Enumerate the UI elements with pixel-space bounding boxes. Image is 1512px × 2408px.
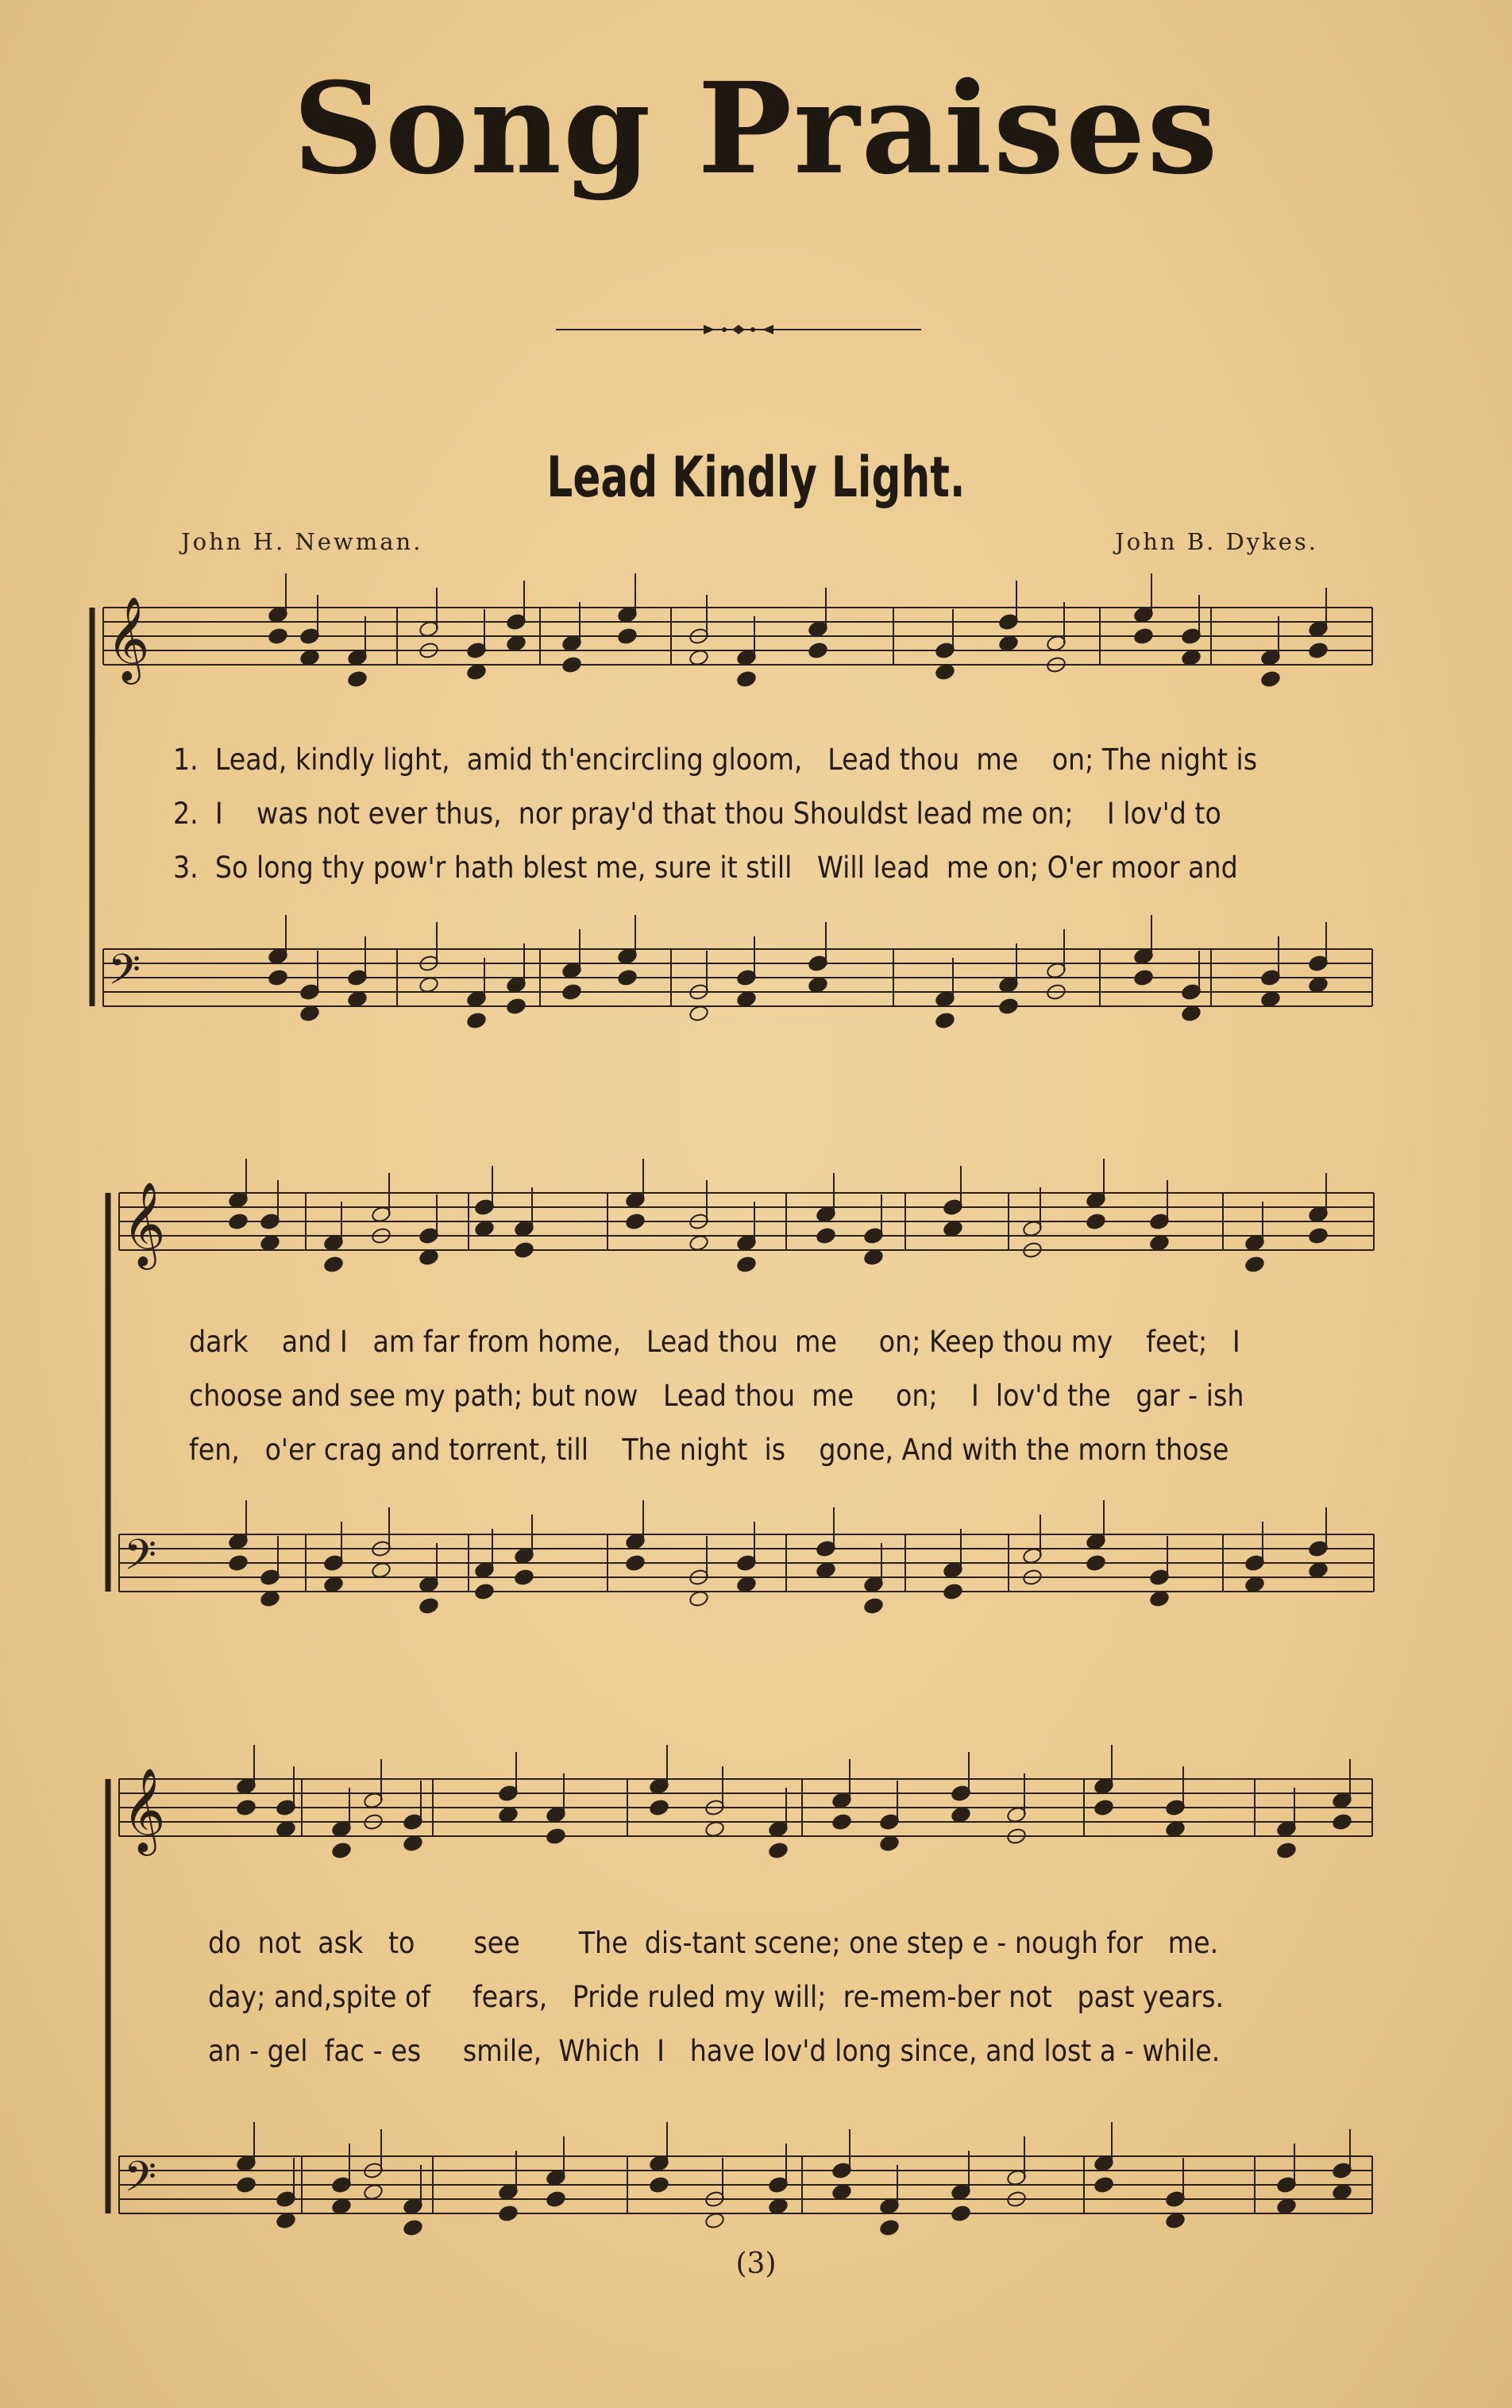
bass-note [561,983,582,1001]
bass-note [418,1597,439,1615]
bass-note [371,1561,392,1580]
treble-note [418,1248,439,1267]
treble-note [736,670,757,689]
treble-note [1149,1234,1170,1252]
treble-note [943,1220,963,1238]
treble-note [236,1799,256,1817]
bass-note [506,998,526,1016]
treble-note [299,649,320,667]
bass-note [418,976,439,994]
treble-note [466,663,487,681]
bass-note [236,2176,256,2194]
treble-note [514,1241,534,1260]
treble-note [403,1835,423,1853]
bass-note [1094,2176,1114,2194]
lyric-line: choose and see my path; but now Lead thou me on; I lov'd the gar - ish [189,1379,1244,1413]
bass-note [1276,2198,1297,2216]
bass-clef-icon: 𝄢 [124,1531,157,1590]
treble-note [1181,649,1202,667]
bass-note [1260,990,1281,1009]
bass-note [1133,969,1154,987]
bass-note [1332,2183,1352,2202]
bass-note [1086,1554,1106,1573]
treble-note [268,627,288,646]
bass-note [546,2190,566,2209]
bass-note [514,1569,534,1587]
treble-note [1086,1213,1106,1231]
treble-note [1276,1842,1297,1860]
bass-note [736,990,757,1009]
bass-note [363,2183,384,2202]
bass-note [879,2219,900,2237]
bass-note [268,969,288,987]
treble-note [347,670,368,689]
treble-note [768,1842,789,1860]
treble-note [1165,1820,1186,1839]
lyric-line: fen, o'er crag and torrent, till The night is gone, And with the morn those [189,1433,1229,1467]
treble-clef-icon: 𝄞 [106,596,150,681]
bass-note [1165,2212,1186,2230]
treble-note [506,635,526,653]
treble-note [704,1820,725,1839]
treble-note [998,635,1019,653]
bass-note [276,2212,296,2230]
page-number: (3) [735,2248,777,2280]
bass-note [943,1583,963,1601]
bass-note [1181,1005,1202,1023]
bass-note [260,1590,280,1608]
treble-clef-icon: 𝄞 [122,1767,166,1852]
bass-note [951,2205,971,2223]
bass-note [1308,976,1329,994]
treble-note [546,1827,566,1846]
bass-note [617,969,638,987]
bass-clef-icon: 𝄢 [108,946,141,1005]
treble-note [1244,1256,1265,1274]
bass-note [649,2176,669,2194]
treble-note [474,1220,495,1238]
bass-note [347,990,368,1009]
bass-note [323,1576,344,1594]
lyric-line: day; and,spite of fears, Pride ruled my will; re-mem-ber not past years. [208,1980,1225,2014]
treble-note [561,656,582,674]
bass-note [1149,1590,1170,1608]
treble-note [260,1234,280,1252]
bass-note [768,2198,789,2216]
lyricist-credit: John H. Newman. [181,528,423,555]
lyric-line: 3. So long thy pow'r hath blest me, sure it still Will lead me on; O'er moor and [173,851,1238,885]
bass-note [299,1005,320,1023]
bass-note [688,1590,709,1608]
treble-note [951,1806,971,1824]
bass-note [1244,1576,1265,1594]
bass-note [228,1554,249,1573]
treble-note [831,1813,852,1831]
bass-note [816,1561,836,1580]
lyric-line: 2. I was not ever thus, nor pray'd that thou Shouldst lead me on; I lov'd to [173,797,1221,831]
bass-note [403,2219,423,2237]
treble-note [276,1820,296,1839]
bass-note [466,1012,487,1030]
lyric-line: do not ask to see The dis-tant scene; one step e - nough for me. [208,1926,1219,1960]
bass-note [474,1583,495,1601]
bass-clef-icon: 𝄢 [124,2153,157,2212]
bass-note [498,2205,519,2223]
treble-note [935,663,955,681]
lyric-line: an - gel fac - es smile, Which I have lov'd long since, and lost a - while. [208,2034,1221,2068]
treble-note [1308,642,1329,660]
bass-note [935,1012,955,1030]
bass-note [831,2183,852,2202]
bass-note [1308,1561,1329,1580]
treble-note [1133,627,1154,646]
bass-note [998,998,1019,1016]
treble-note [816,1227,836,1245]
treble-note [863,1248,884,1267]
bass-note [688,1005,709,1023]
composer-credit: John B. Dykes. [1115,528,1318,555]
bass-note [625,1554,646,1573]
treble-note [625,1213,646,1231]
hymn-title: Lead Kindly Light. [546,445,966,510]
treble-note [228,1213,249,1231]
treble-note [1332,1813,1352,1831]
treble-note [879,1835,900,1853]
treble-note [688,1234,709,1252]
treble-note [323,1256,344,1274]
treble-note [808,642,828,660]
bass-note [331,2198,352,2216]
treble-note [688,649,709,667]
treble-note [1260,670,1281,689]
treble-note [617,627,638,646]
treble-note [1308,1227,1329,1245]
bass-note [736,1576,757,1594]
bass-note [704,2212,725,2230]
treble-note [736,1256,757,1274]
treble-note [1094,1799,1114,1817]
treble-note [498,1806,519,1824]
bass-note [863,1597,884,1615]
lyric-line: 1. Lead, kindly light, amid th'encircling gloom, Lead thou me on; The night is [173,743,1258,777]
treble-note [331,1842,352,1860]
treble-clef-icon: 𝄞 [122,1181,166,1266]
bass-note [808,976,828,994]
book-title: Song Praises [292,56,1220,203]
lyric-line: dark and I am far from home, Lead thou me on; Keep thou my feet; I [189,1325,1240,1359]
treble-note [649,1799,669,1817]
